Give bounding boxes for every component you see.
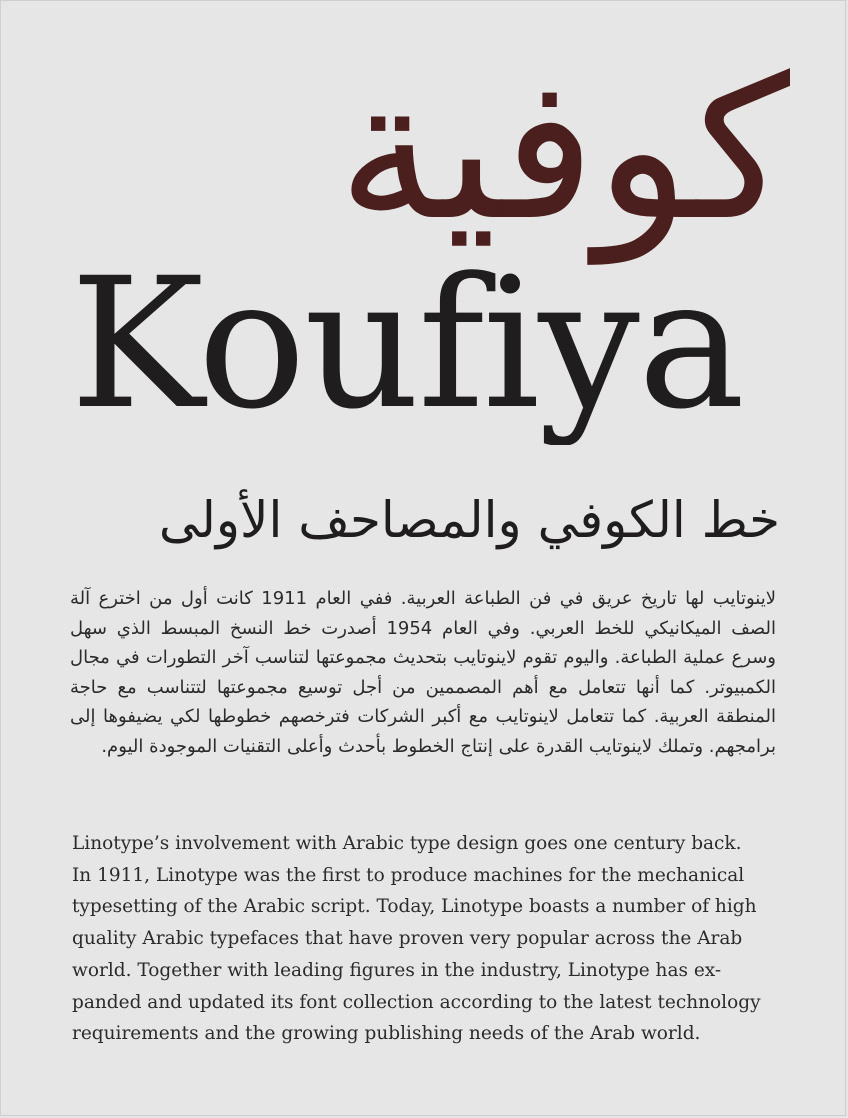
english-body-line: typesetting of the Arabic script. Today, Linotype boasts a number of high — [72, 896, 757, 918]
english-body-line: Linotype’s involvement with Arabic type design goes one century back. — [72, 833, 742, 854]
english-body-paragraph — [72, 828, 772, 1050]
english-body-line: In 1911, Linotype was the first to produce machines for the mechanical — [72, 864, 745, 886]
english-body-line: world. Together with leading figures in the industry, Linotype has ex- — [72, 959, 722, 981]
english-body-line: quality Arabic typefaces that have proven very popular across the Arab — [72, 928, 743, 950]
arabic-title: كوفية — [337, 36, 790, 264]
arabic-subtitle: خط الكوفي والمصاحف الأولى — [158, 491, 780, 549]
english-body-line: requirements and the growing publishing needs of the Arab world. — [72, 1023, 701, 1045]
arabic-body-paragraph: لاينوتايب لها تاريخ عريق في فن الطباعة العربية. ففي العام 1911 كانت أول من اخترع آلة الصف الميكانيكي للخط العربي. وفي العام 1954 أصدرت خط النسخ المبسط الذي سهل وسرع عملية الطباعة. واليوم تقوم لاينوتايب بتحديث مجموعتها لتناسب آخر التطورات في مجال الكمبيوتر. كما أنها تتعامل مع أهم المصممين من أجل توسيع مجموعتها لتتناسب مع حاجة المنطقة العربية. كما تتعامل لاينوتايب مع أكبر الشركات فترخصهم خطوطها لكي يضيفوها إلى برامجهم. وتملك لاينوتايب القدرة على إنتاج الخطوط بأحدث وأعلى التقنيات الموجودة اليوم. — [70, 588, 776, 757]
latin-title: Koufiya — [70, 245, 744, 445]
english-body-line: panded and updated its font collection according to the latest technology — [72, 991, 761, 1013]
